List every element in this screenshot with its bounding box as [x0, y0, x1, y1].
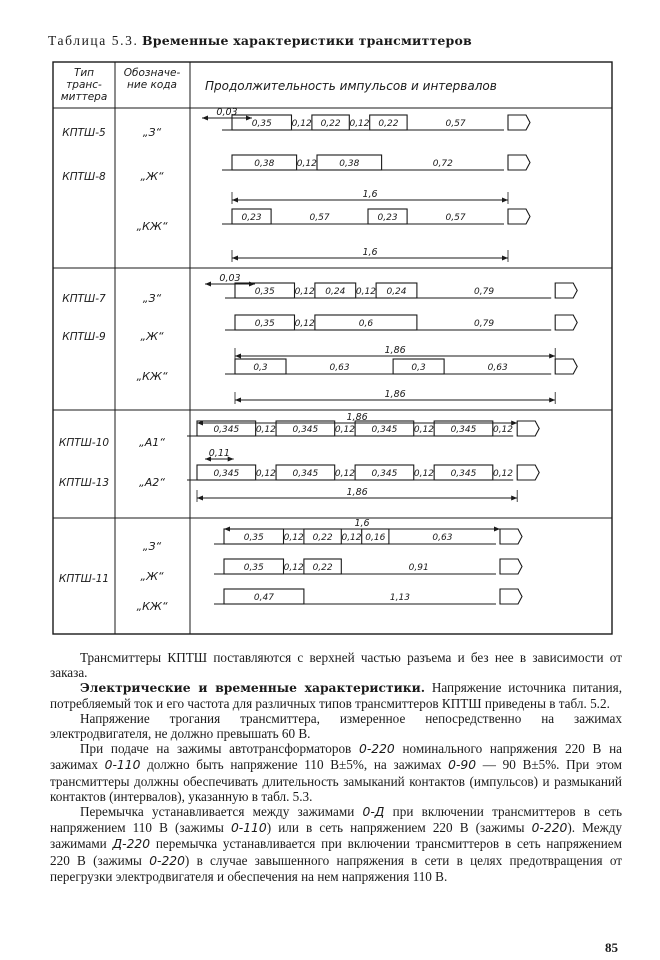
arrow-head: [205, 282, 211, 287]
dimension-label: 0,11: [208, 448, 230, 459]
type-name: КПТШ-8: [62, 171, 106, 183]
timing-row: [140, 315, 577, 360]
arrow-head: [224, 527, 230, 532]
next-cycle-bracket: [500, 559, 522, 574]
dimension-line: [205, 273, 255, 287]
dimension-line: [235, 345, 555, 359]
gap-value: 0,12: [341, 533, 362, 543]
dimension-line: [197, 412, 517, 426]
group-1: [62, 107, 530, 262]
page-number: 85: [605, 940, 618, 955]
paragraph-3: Напряжение трогания трансмиттера, измеренное непосредственно на зажимах электродвигателя, не должно превышать 60 В.: [50, 710, 622, 742]
pulse-value: 0,3: [411, 363, 426, 373]
header-type-line: транс-: [66, 79, 102, 91]
paragraph-2: Электрические и временные характеристики. Напряжение источника питания, потребляемый ток и его частота для различных типов трансмиттеров КПТШ приведены в табл. 5.2.: [50, 680, 623, 711]
timing-row: [139, 448, 539, 502]
arrow-head: [235, 354, 241, 359]
dimension-line: [232, 247, 508, 261]
gap-value: 0,12: [334, 425, 355, 435]
dimension-label: 1,86: [346, 412, 368, 423]
gap-value: 1,13: [389, 593, 410, 603]
group-4: [59, 518, 522, 613]
pulse-value: 0,345: [371, 469, 398, 479]
gap-value: 0,57: [445, 119, 466, 129]
code-label: „З“: [142, 292, 162, 305]
next-cycle-bracket: [508, 115, 530, 130]
gap-value: 0,12: [334, 469, 355, 479]
next-cycle-bracket: [555, 315, 577, 330]
code-label: „З“: [142, 540, 162, 553]
arrow-head: [232, 198, 238, 203]
gap-value: 0,12: [413, 425, 434, 435]
timing-row: [136, 209, 530, 262]
gap-value: 0,12: [283, 563, 304, 573]
arrow-head: [549, 398, 555, 403]
gap-value: 0,12: [294, 287, 315, 297]
pulse-value: 0,345: [450, 425, 477, 435]
pulse-value: 0,345: [213, 425, 240, 435]
timing-row: [140, 559, 522, 583]
dimension-line: [205, 448, 234, 462]
table-title: Временные характеристики трансмиттеров: [142, 33, 472, 48]
pulse-value: 0,345: [292, 469, 319, 479]
dimension-label: 1,6: [362, 247, 378, 258]
pulse-value: 0,345: [450, 469, 477, 479]
arrow-head: [511, 496, 517, 501]
timing-row: [136, 589, 522, 613]
pulse-value: 0,16: [365, 533, 386, 543]
timing-row: [143, 283, 577, 305]
gap-value: 0,12: [294, 319, 315, 329]
arrow-head: [502, 198, 508, 203]
code-label: „З“: [142, 126, 162, 139]
next-cycle-bracket: [517, 465, 539, 480]
next-cycle-bracket: [517, 421, 539, 436]
arrow-head: [197, 496, 203, 501]
gap-value: 0,72: [432, 159, 453, 169]
dimension-label: 1,86: [384, 389, 406, 400]
pulse-value: 0,35: [254, 287, 275, 297]
pulse-value: 0,23: [377, 213, 398, 223]
pulse-value: 0,22: [312, 533, 333, 543]
next-cycle-bracket: [555, 283, 577, 298]
header-code-line: Обозначе-: [123, 67, 181, 79]
timing-row: [143, 115, 530, 139]
table-frame: [53, 62, 612, 634]
arrow-head: [502, 256, 508, 261]
arrow-head: [202, 116, 208, 121]
gap-value: 0,63: [487, 363, 508, 373]
type-name: КПТШ-5: [62, 127, 106, 139]
paragraph-5: Перемычка устанавливается между зажимами 0-Д при включении трансмиттеров в сеть напряжением 110 В (зажимы 0-110) или в сеть напряжением 220 В (зажимы 0-220). Между зажимами Д-220 перемычка устанавливается при включении трансмиттеров в сеть напряжением 220 В (зажимы 0-220) в случае завышенного напряжения в сети в целях предотвращения от перегрузки электродвигателя и обеспечения на нем напряжения 110 В.: [50, 804, 623, 884]
timing-row: [143, 529, 522, 553]
gap-value: 0,57: [445, 213, 466, 223]
section-heading: Электрические и временные характеристики.: [80, 680, 426, 696]
timing-row: [139, 421, 539, 449]
pulse-value: 0,22: [312, 563, 333, 573]
arrow-head: [249, 282, 255, 287]
dimension-line: [232, 189, 508, 203]
gap-value: 0,63: [329, 363, 350, 373]
pulse-value: 0,35: [254, 319, 275, 329]
next-cycle-bracket: [500, 589, 522, 604]
pulse-value: 0,38: [339, 159, 360, 169]
body-text: [50, 650, 622, 884]
type-name: КПТШ-9: [62, 331, 106, 343]
type-name: КПТШ-13: [58, 477, 110, 489]
dimension-label: 0,03: [219, 273, 241, 284]
dimension-label: 1,86: [384, 345, 406, 356]
dimension-label: 1,86: [346, 487, 368, 498]
gap-value: 0,12: [296, 159, 317, 169]
dimension-line: [235, 389, 555, 403]
header-type-line: миттера: [60, 91, 108, 103]
code-label: „КЖ“: [136, 370, 168, 383]
gap-value: 0,12: [255, 469, 276, 479]
pulse-value: 0,22: [378, 119, 399, 129]
pulse-value: 0,35: [251, 119, 272, 129]
gap-value: 0,79: [474, 319, 495, 329]
pulse-value: 0,35: [243, 563, 264, 573]
next-cycle-bracket: [508, 155, 530, 170]
code-label: „А2“: [139, 476, 165, 489]
dimension-line: [197, 487, 517, 501]
gap-value: 0,12: [492, 469, 514, 479]
gap-value: 0,63: [432, 533, 453, 543]
pulse-value: 0,38: [254, 159, 275, 169]
header-code-line: ние кода: [127, 79, 177, 91]
gap-value: 0,12: [255, 425, 276, 435]
gap-value: 0,12: [413, 469, 434, 479]
pulse-value: 0,24: [325, 287, 346, 297]
pulse-value: 0,345: [292, 425, 319, 435]
gap-value: 0,12: [492, 425, 514, 435]
table-headers: [61, 67, 497, 103]
table-rows: [59, 107, 577, 613]
group-2: [62, 273, 577, 404]
code-label: „КЖ“: [136, 600, 168, 613]
arrow-head: [494, 527, 500, 532]
pulse-value: 0,345: [213, 469, 240, 479]
gap-value: 0,79: [474, 287, 495, 297]
code-label: „Ж“: [140, 330, 164, 343]
arrow-head: [232, 256, 238, 261]
pulse-value: 0,23: [241, 213, 262, 223]
code-label: „Ж“: [140, 170, 164, 183]
arrow-head: [549, 354, 555, 359]
gap-value: 0,91: [408, 563, 429, 573]
arrow-head: [235, 398, 241, 403]
type-name: КПТШ-11: [58, 573, 110, 585]
timing-row: [140, 155, 530, 204]
pulse-value: 0,47: [253, 593, 274, 603]
next-cycle-bracket: [555, 359, 577, 374]
paragraph-4: При подаче на зажимы автотрансформаторов 0-220 номинального напряжения 220 В на зажимах 0-110 должно быть напряжение 110 В±5%, на зажимах 0-90 — 90 В±5%. При этом трансмиттеры должны обеспечивать длительность замыканий контактов (импульсов) и размыканий контактов (интервалов), указанную в табл. 5.3.: [50, 741, 623, 804]
type-name: КПТШ-10: [58, 437, 110, 449]
pulse-value: 0,22: [320, 119, 341, 129]
pulse-value: 0,345: [371, 425, 398, 435]
next-cycle-bracket: [500, 529, 522, 544]
type-name: КПТШ-7: [62, 293, 106, 305]
code-label: „А1“: [139, 436, 165, 449]
header-type-line: Тип: [73, 67, 95, 79]
timing-row: [136, 359, 577, 404]
dimension-line: [202, 107, 252, 121]
gap-value: 0,12: [291, 119, 312, 129]
gap-value: 0,57: [309, 213, 330, 223]
group-3: [59, 412, 539, 502]
paragraph-1: Трансмиттеры КПТШ поставляются с верхней частью разъема и без нее в зависимости от заказа.: [50, 650, 622, 681]
pulse-value: 0,3: [253, 363, 268, 373]
pulse-value: 0,6: [358, 319, 374, 329]
gap-value: 0,12: [349, 119, 370, 129]
pulse-value: 0,24: [386, 287, 407, 297]
pulse-value: 0,35: [243, 533, 264, 543]
dimension-label: 1,6: [354, 518, 370, 529]
code-label: „КЖ“: [136, 220, 168, 233]
table-label: Таблица 5.3.: [48, 33, 139, 48]
gap-value: 0,12: [283, 533, 304, 543]
code-label: „Ж“: [140, 570, 164, 583]
gap-value: 0,12: [355, 287, 376, 297]
header-durations: Продолжительность импульсов и интервалов: [205, 79, 497, 93]
next-cycle-bracket: [508, 209, 530, 224]
dimension-label: 0,03: [216, 107, 238, 118]
dimension-label: 1,6: [362, 189, 378, 200]
arrow-head: [511, 421, 517, 426]
